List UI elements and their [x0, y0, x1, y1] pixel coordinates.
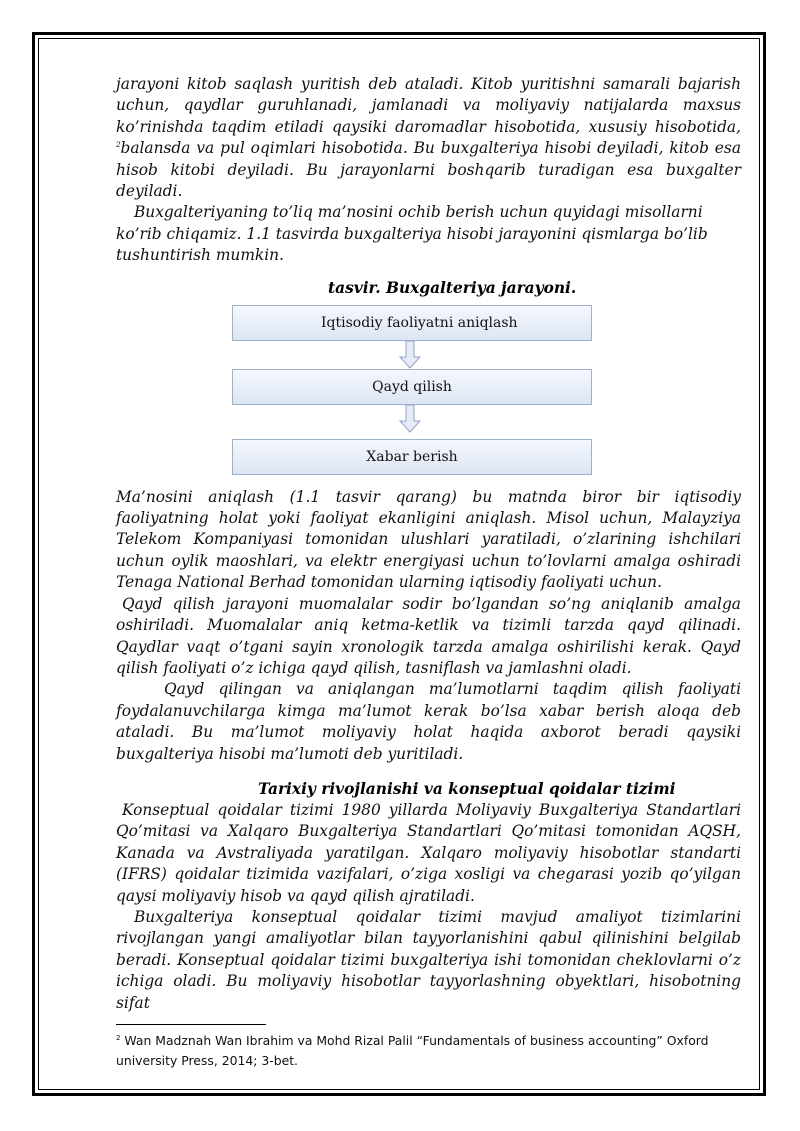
paragraph-intro: jarayoni kitob saqlash yuritish deb ataladi. Kitob yuritishni samarali bajarish uchun, qaydlar guruhlanadi, jamlanadi va moliyaviy natijalarda maxsus ko’rinishda taqdim etiladi qaysiki daromadlar hisobotida, xususiy hisobotida, $^2$balansda va pul oqimlari hisobotida. Bu buxgalteriya hisobi deyiladi, kitob esa hisob kitobi deyiladi. Bu jarayonlarni boshqarib turadigan esa buxgalter deyiladi. — [116, 75, 741, 201]
footnote-text: Wan Madznah Wan Ibrahim va Mohd Rizal Palil “Fundamentals of business accounting” Oxford university Press, 2014; 3-bet. — [116, 1033, 709, 1068]
section-heading: Tarixiy rivojlanishi va konseptual qoidalar tizimi — [258, 779, 676, 798]
step-label: Qayd qilish — [372, 378, 452, 395]
paragraph-conceptual-history: Konseptual qoidalar tizimi 1980 yillarda Moliyaviy Buxgalteriya Standartlari Qo’mitasi va Xalqaro Buxgalteriya Standartlari Qo’mitasi tomonidan AQSH, Kanada va Avstraliyada yaratilgan. Xalqaro moliyaviy hisobotlar standarti (IFRS) qoidalar tizimida vazifalari, o’ziga xosligi va chegarasi yozib qo’yilgan qaysi moliyaviy hisob va qayd qilish ajratiladi. — [116, 800, 741, 905]
footnote — [116, 1031, 741, 1071]
down-arrow-icon — [399, 405, 421, 433]
paragraph-meaning: Ma’nosini aniqlash (1.1 tasvir qarang) bu matnda biror bir iqtisodiy faoliyatning holat yoki faoliyat ekanligini aniqlash. Misol uchun, Malayziya Telekom Kompaniyasi tomonidan ulushlari yaratiladi, o’zlarining ishchilari uchun oylik maoshlari, va elektr energiyasi uchun to’lovlarni amalga oshiradi Tenaga National Berhad tomonidan ularning iqtisodiy faoliyati uchun. — [116, 487, 741, 592]
paragraph-conceptual-framework: Buxgalteriya konseptual qoidalar tizimi mavjud amaliyot tizimlarini rivojlangan yangi amaliyotlar bilan tayyorlanishini qabul qilinishini belgilab beradi. Konseptual qoidalar tizimi buxgalteriya ishi tomonidan cheklovlarni o’z ichiga oladi. Bu moliyaviy hisobotlar tayyorlashning obyektlari, hisobotning sifat — [116, 907, 741, 1012]
step-label: Iqtisodiy faoliyatni aniqlash — [321, 314, 518, 331]
accounting-process-diagram — [116, 305, 741, 487]
step-box-report — [232, 439, 592, 475]
down-arrow-icon — [399, 341, 421, 369]
step-box-record — [232, 369, 592, 405]
step-label: Xabar berish — [366, 448, 458, 465]
figure-caption: tasvir. Buxgalteriya jarayoni. — [328, 278, 577, 297]
step-box-identify — [232, 305, 592, 341]
paragraph-reporting: Qayd qilingan va aniqlangan ma’lumotlarni taqdim qilish faoliyati foydalanuvchilarga kimga ma’lumot kerak bo’lsa xabar berish aloqa deb ataladi. Bu ma’lumot moliyaviy holat haqida axborot beradi qaysiki buxgalteriya hisobi ma’lumoti deb yuritiladi. — [116, 680, 741, 763]
footnote-ref: 2 — [116, 141, 121, 150]
footnote-separator — [116, 1024, 266, 1025]
page-content — [116, 74, 741, 1071]
footnote-number: 2 — [116, 1033, 121, 1042]
paragraph-recording: Qayd qilish jarayoni muomalalar sodir bo’lgandan so’ng aniqlanib amalga oshiriladi. Muomalalar aniq ketma-ketlik va tizimli tarzda qayd qilinadi. Qaydlar vaqt o’tgani sayin xronologik tarzda amalga oshirilishi kerak. Qayd qilish faoliyati o’z ichiga qayd qilish, tasniflash va jamlashni oladi. — [116, 594, 741, 677]
paragraph-example: Buxgalteriyaning to’liq ma’nosini ochib berish uchun quyidagi misollarni ko’rib chiqamiz. 1.1 tasvirda buxgalteriya hisobi jarayonini qismlarga bo’lib tushuntirish mumkin. — [116, 203, 708, 265]
